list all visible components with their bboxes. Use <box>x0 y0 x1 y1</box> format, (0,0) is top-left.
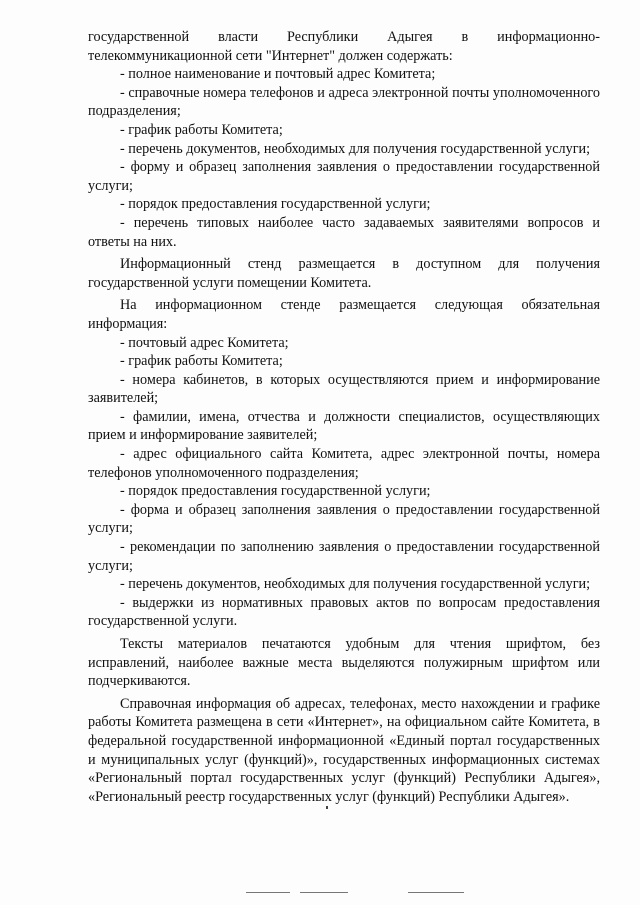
paragraph-6: - порядок предоставления государственной услуги; <box>120 196 431 213</box>
paragraph-5: - форму и образец заполнения заявления о предоставлении государственной услуги; <box>88 159 600 194</box>
paragraph-8: Информационный стенд размещается в доступном для получения государственной услуги помещении Комитета. <box>88 256 600 291</box>
paragraph-20: Тексты материалов печатаются удобным для чтения шрифтом, без исправлений, наиболее важные места выделяются полужирным шрифтом или подчеркиваются. <box>88 636 600 690</box>
paragraph-1: - полное наименование и почтовый адрес Комитета; <box>120 66 436 83</box>
paragraph-3: - график работы Комитета; <box>120 121 283 138</box>
paragraph-15: - порядок предоставления государственной услуги; <box>120 483 431 500</box>
paragraph-18: - перечень документов, необходимых для получения государственной услуги; <box>120 576 591 593</box>
paragraph-19: - выдержки из нормативных правовых актов по вопросам предоставления государственной услуги. <box>88 594 600 630</box>
paragraph-21: Справочная информация об адресах, телефонах, место нахождении и графике работы Комитета размещена в сети «Интернет», на официальном сайте Комитета, в федеральной государственной информационной «Единый портал государственных и муниципальных услуг (функций)», государственных информационных системах «Региональный портал государственных услуг (функций) Республики Адыгея», «Региональный реестр государственных услуг (функций) Республики Адыгея». <box>88 695 600 805</box>
paragraph-14: - адрес официального сайта Комитета, адрес электронной почты, номера телефонов уполномоченного подразделения; <box>88 446 600 481</box>
footer-rule-center <box>300 892 348 893</box>
paragraph-13: - фамилии, имена, отчества и должности специалистов, осуществляющих прием и информирование заявителей; <box>88 408 600 444</box>
paragraph-10: - почтовый адрес Комитета; <box>120 334 289 351</box>
footer-rule-left <box>246 892 290 893</box>
paragraph-4: - перечень документов, необходимых для получения государственной услуги; <box>120 140 591 157</box>
paragraph-11: - график работы Комитета; <box>120 353 283 370</box>
ink-speck <box>326 806 328 809</box>
paragraph-7: - перечень типовых наиболее часто задаваемых заявителями вопросов и ответы на них. <box>88 214 600 250</box>
paragraph-17: - рекомендации по заполнению заявления о предоставлении государственной услуги; <box>88 539 600 574</box>
paragraph-9: На информационном стенде размещается следующая обязательная информация: <box>88 297 600 332</box>
paragraph-12: - номера кабинетов, в которых осуществляются прием и информирование заявителей; <box>88 371 600 407</box>
paragraph-0: государственной власти Республики Адыгея в информационно-телекоммуникационной сети "Интернет" должен содержать: <box>88 29 600 64</box>
paragraph-2: - справочные номера телефонов и адреса электронной почты уполномоченного подразделения; <box>88 84 600 120</box>
paragraph-16: - форма и образец заполнения заявления о предоставлении государственной услуги; <box>88 501 600 537</box>
document-body <box>88 28 600 806</box>
footer-rule-right <box>408 892 464 893</box>
